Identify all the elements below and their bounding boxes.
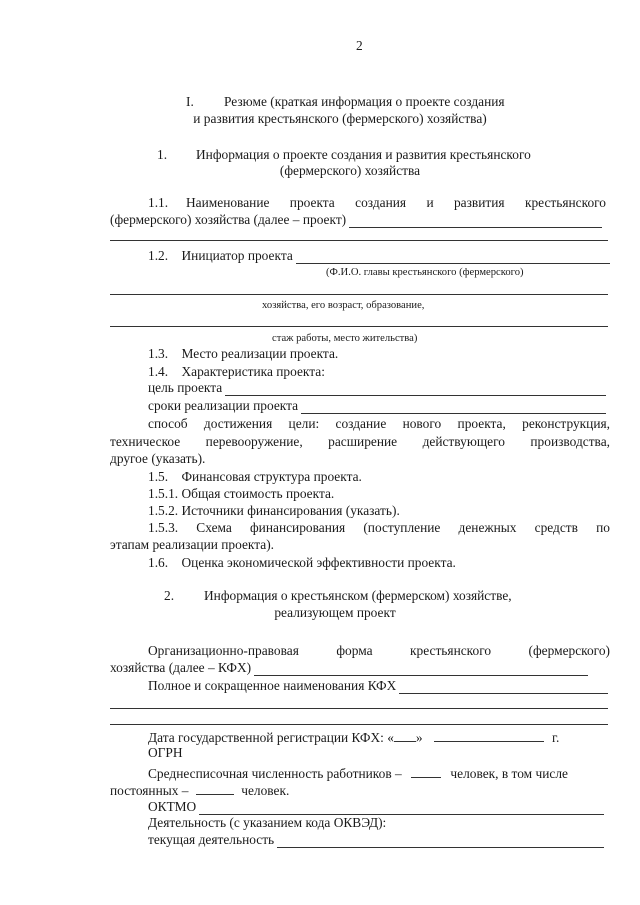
- initiator-note-2: хозяйства, его возраст, образование,: [262, 300, 425, 311]
- staff-line1-b: человек, в том числе: [450, 766, 568, 781]
- full-name-field-line3[interactable]: [110, 724, 608, 725]
- method-line2: техническое перевооружение, расширение действующего производства,: [110, 434, 610, 449]
- section-1-number: 1.: [157, 147, 168, 162]
- full-name-label: Полное и сокращенное наименования КФХ: [148, 678, 397, 693]
- staff-line1: [148, 765, 568, 782]
- section-2-number: 2.: [164, 588, 175, 603]
- terms-line: [148, 398, 606, 414]
- org-form-line2: [110, 660, 588, 676]
- ogrn-label: ОГРН: [148, 745, 183, 760]
- current-activity-label: текущая деятельность: [148, 832, 275, 847]
- section-2-title-line2: реализующем проект: [274, 605, 396, 620]
- full-name-line: [148, 678, 608, 694]
- reg-date-quote: »: [415, 730, 423, 745]
- item-1-4: 1.4. Характеристика проекта:: [148, 364, 325, 379]
- item-1-5-2: 1.5.2. Источники финансирования (указать).: [148, 503, 400, 518]
- reg-month-year-field[interactable]: [434, 729, 544, 742]
- section-title-line1: Резюме (краткая информация о проекте создания: [224, 94, 505, 109]
- org-form-field[interactable]: [254, 664, 588, 676]
- goal-label: цель проекта: [148, 380, 223, 395]
- terms-field[interactable]: [301, 402, 606, 414]
- oktmo-label: ОКТМО: [148, 799, 197, 814]
- project-name-field-line2[interactable]: [110, 240, 608, 241]
- project-name-field[interactable]: [349, 216, 602, 228]
- org-form-label: хозяйства (далее – КФХ): [110, 660, 252, 675]
- org-form-line1: Организационно-правовая форма крестьянского (фермерского): [148, 643, 610, 658]
- reg-day-field[interactable]: [394, 729, 416, 742]
- initiator-field-line3[interactable]: [110, 326, 608, 327]
- section-2-title-line1: Информация о крестьянском (фермерском) хозяйстве,: [204, 588, 512, 603]
- item-1-5: 1.5. Финансовая структура проекта.: [148, 469, 362, 484]
- item-1-1-line2: [110, 212, 602, 228]
- page-number: 2: [356, 38, 363, 53]
- terms-label: сроки реализации проекта: [148, 398, 299, 413]
- staff-line2-b: человек.: [241, 783, 290, 798]
- reg-date-line: [148, 729, 559, 746]
- staff-total-field[interactable]: [411, 765, 441, 778]
- staff-line1-a: Среднесписочная численность работников –: [148, 766, 402, 781]
- full-name-field[interactable]: [399, 682, 608, 694]
- item-1-1-line1: Наименование проекта создания и развития крестьянского: [186, 195, 606, 210]
- staff-line2-a: постоянных –: [110, 783, 189, 798]
- item-1-5-3-line2: этапам реализации проекта).: [110, 537, 275, 552]
- initiator-field[interactable]: [296, 252, 610, 264]
- initiator-note-1: (Ф.И.О. главы крестьянского (фермерского): [326, 267, 524, 278]
- goal-field[interactable]: [225, 384, 606, 396]
- item-1-6: 1.6. Оценка экономической эффективности проекта.: [148, 555, 456, 570]
- section-title-line2: и развития крестьянского (фермерского) хозяйства): [193, 111, 487, 126]
- staff-permanent-field[interactable]: [196, 782, 234, 795]
- item-1-3: 1.3. Место реализации проекта.: [148, 346, 339, 361]
- item-1-2-line: [148, 248, 610, 264]
- item-1-2-text: 1.2. Инициатор проекта: [148, 248, 293, 263]
- section-1-title-line1: Информация о проекте создания и развития крестьянского: [196, 147, 531, 162]
- current-activity-line: [148, 832, 604, 848]
- initiator-field-line2[interactable]: [110, 294, 608, 295]
- item-1-1-number: 1.1.: [148, 195, 169, 210]
- current-activity-field[interactable]: [277, 836, 604, 848]
- item-1-5-3-line1: 1.5.3. Схема финансирования (поступление денежных средств по: [148, 520, 610, 535]
- reg-date-year: г.: [551, 730, 560, 745]
- section-numeral: I.: [186, 94, 194, 109]
- item-1-5-1: 1.5.1. Общая стоимость проекта.: [148, 486, 335, 501]
- staff-line2: [110, 782, 289, 799]
- method-line1: способ достижения цели: создание нового проекта, реконструкция,: [148, 416, 610, 431]
- section-1-title-line2: (фермерского) хозяйства: [279, 163, 421, 178]
- initiator-note-3: стаж работы, место жительства): [272, 333, 418, 344]
- oktmo-line: [148, 799, 604, 815]
- reg-date-label: Дата государственной регистрации КФХ: «: [148, 730, 394, 745]
- activity-label: Деятельность (с указанием кода ОКВЭД):: [148, 815, 387, 830]
- oktmo-field[interactable]: [199, 803, 604, 815]
- item-1-1-line2-text: (фермерского) хозяйства (далее – проект): [110, 212, 347, 227]
- method-line3: другое (указать).: [110, 451, 206, 466]
- goal-line: [148, 380, 606, 396]
- full-name-field-line2[interactable]: [110, 708, 608, 709]
